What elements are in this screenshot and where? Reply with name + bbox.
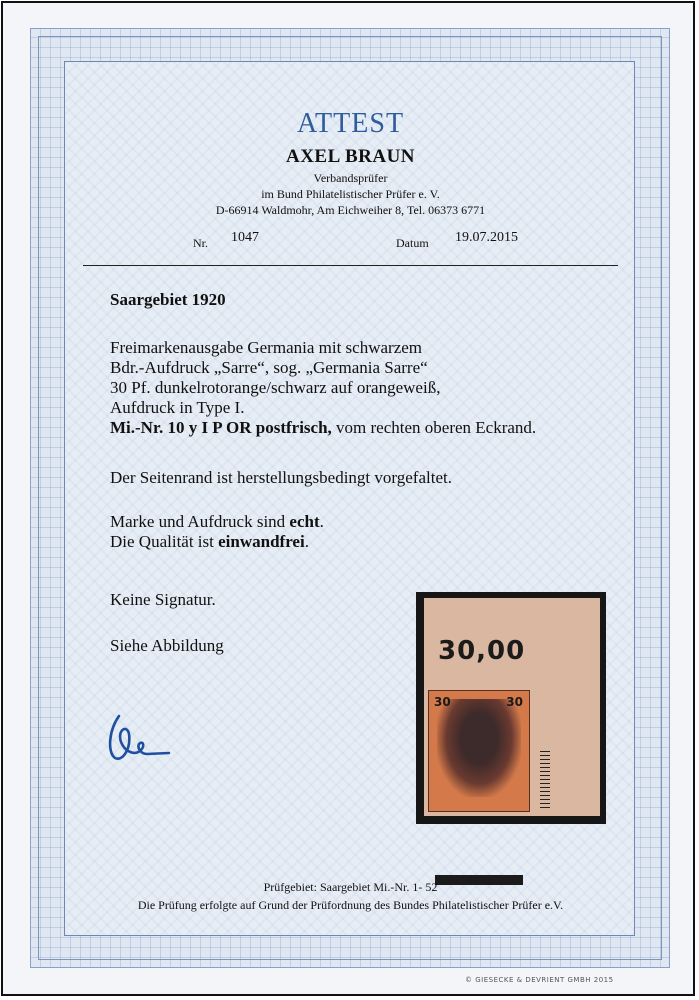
quality-line [110,532,309,552]
margin-note: Der Seitenrand ist herstellungsbedingt vorgefaltet. [110,468,452,487]
issuer-org: im Bund Philatelistischer Prüfer e. V. [261,187,440,201]
stamp-image [416,592,606,824]
margin-perforation-marks [540,748,550,808]
signature-note: Keine Signatur. [110,590,216,609]
desc-line-1: Freimarkenausgabe Germania mit schwarzem [110,338,423,357]
authenticity-line [110,512,324,532]
authenticity-verdict: echt [289,512,320,531]
desc-line-3: 30 Pf. dunkelrotorange/schwarz auf orangeweiß, [110,378,441,397]
desc-line-2: Bdr.-Aufdruck „Sarre“, sog. „Germania Sarre“ [110,358,428,377]
stamp-heading: Saargebiet 1920 [110,290,226,309]
printer-brand: © GIESECKE & DEVRIENT GMBH 2015 [465,976,614,984]
stamp-sheet-margin [424,598,600,816]
header-divider [83,265,618,266]
issuer-address: D-66914 Waldmohr, Am Eichweiher 8, Tel. 06373 6771 [215,203,486,217]
examiner-signature [105,710,175,769]
see-image-note: Siehe Abbildung [110,636,224,655]
certificate-number: 1047 [231,230,259,245]
stamp-value-left: 30 [434,695,451,709]
catalog-line [110,418,536,438]
exam-area: Prüfgebiet: Saargebiet Mi.-Nr. 1- 52 [263,880,438,894]
germania-portrait [437,699,521,797]
desc-line-4: Aufdruck in Type I. [110,398,245,417]
sheet-margin-price: 30,00 [438,636,526,666]
quality-pre: Die Qualität ist [110,532,219,551]
signature-icon [105,710,175,764]
stamp-value-right: 30 [506,695,523,709]
catalog-number: Mi.-Nr. 10 y I P OR postfrisch, [110,418,332,437]
certificate-content [64,61,635,936]
authenticity-post: . [319,512,324,531]
quality-post: . [304,532,309,551]
quality-verdict: einwandfrei [218,532,305,551]
exam-regulation: Die Prüfung erfolgte auf Grund der Prüfordnung des Bundes Philatelistischer Prüfer e.V. [137,898,564,912]
number-label: Nr. [193,236,208,250]
certificate-date: 19.07.2015 [455,230,518,245]
stamp-face [428,690,530,812]
certificate-title: ATTEST [296,108,405,139]
authenticity-pre: Marke und Aufdruck sind [110,512,290,531]
catalog-rest: vom rechten oberen Eckrand. [331,418,537,437]
issuer-name: AXEL BRAUN [285,146,416,167]
date-label: Datum [396,236,429,250]
issuer-role: Verbandsprüfer [313,171,388,185]
